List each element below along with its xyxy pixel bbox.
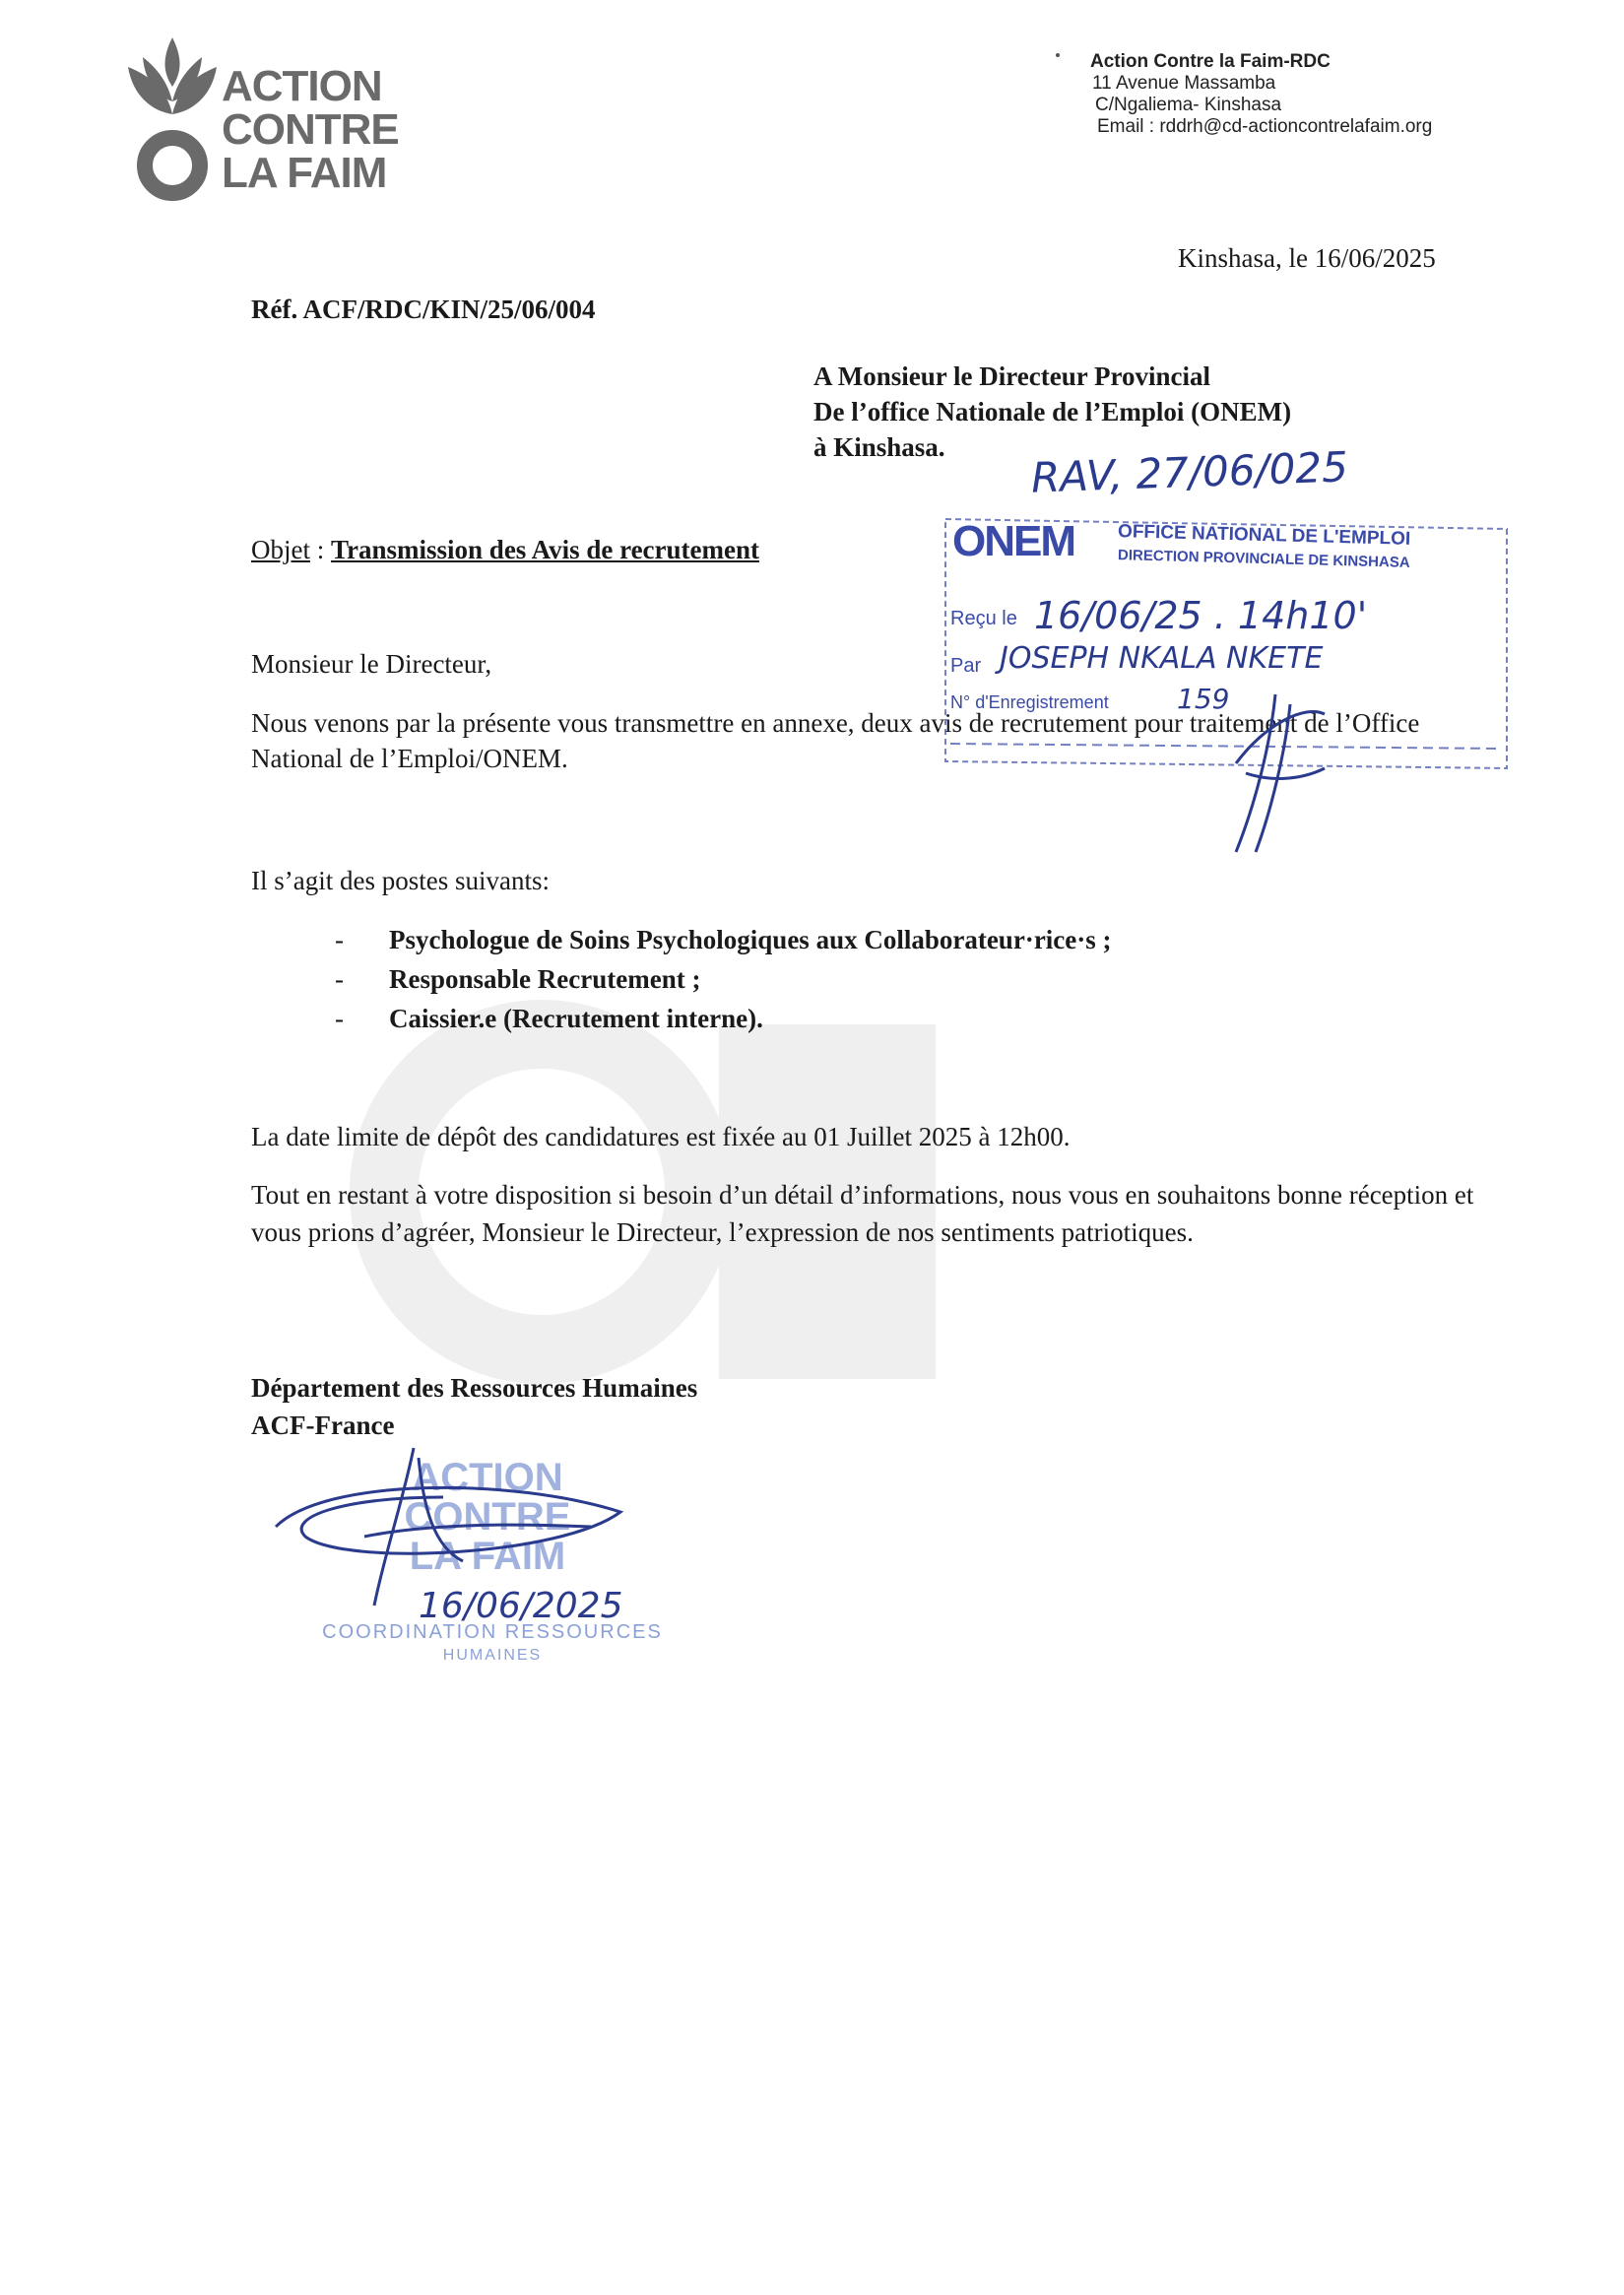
stamp-received-value: 16/06/25 . 14h10' — [1034, 594, 1368, 637]
org-email: Email : rddrh@cd-actioncontrelafaim.org — [1097, 116, 1433, 137]
hr-signature — [266, 1438, 699, 1635]
org-name: Action Contre la Faim-RDC — [1090, 51, 1331, 72]
posts-list — [335, 920, 1112, 1038]
subject-line — [251, 532, 759, 567]
stamp-by-value: JOSEPH NKALA NKETE — [1000, 641, 1324, 676]
salutation: Monsieur le Directeur, — [251, 649, 492, 679]
closing-paragraph: Tout en restant à votre disposition si besoin d’un détail d’informations, nous vous en souhaitons bonne réception et vous prions d’agréer, Monsieur le Directeur, l’expression de nos sentiments patriotiques. — [251, 1180, 1474, 1247]
org-street: 11 Avenue Massamba — [1092, 73, 1276, 94]
place-date: Kinshasa, le 16/06/2025 — [1178, 243, 1436, 273]
subject-text: Transmission des Avis de recrutement — [331, 535, 759, 564]
speck — [1056, 53, 1060, 57]
hr-signature-date: 16/06/2025 — [419, 1586, 623, 1626]
paragraph-posts-intro: Il s’agit des postes suivants: — [251, 866, 550, 895]
header-address — [1090, 51, 1432, 138]
hr-stamp-line5: HUMAINES — [442, 1647, 543, 1664]
stamp-by-label: Par — [950, 655, 982, 677]
stamp-number-label: N° d'Enregistrement — [950, 692, 1109, 712]
stamp-line1: OFFICE NATIONAL DE L'EMPLOI — [1117, 521, 1411, 550]
logo-line3: LA FAIM — [222, 149, 387, 197]
logo-line1: ACTION — [222, 62, 382, 110]
post-item: - Psychologue de Soins Psychologiques aux Collaborateur·rice·s ; — [335, 920, 1112, 959]
stamp-line2: DIRECTION PROVINCIALE DE KINSHASA — [1117, 547, 1410, 571]
stamp-handwritten-top: RAV, 27/06/025 — [1030, 442, 1349, 502]
leaf-icon — [123, 28, 222, 205]
stamp-received-label: Reçu le — [950, 608, 1017, 629]
signature-organization: ACF-France — [251, 1410, 395, 1440]
logo-line2: CONTRE — [222, 105, 399, 154]
subject-separator: : — [310, 535, 332, 564]
subject-label: Objet — [251, 535, 310, 564]
reference: Réf. ACF/RDC/KIN/25/06/004 — [251, 295, 596, 324]
signature-block — [251, 1369, 697, 1444]
paragraph-annex: Nous venons par la présente vous transmettre en annexe, deux avis de recrutement pour traitement de l’Office National de l’Emploi/ONEM. — [251, 708, 1420, 773]
watermark-logo — [295, 749, 985, 1438]
hr-stamp — [266, 1438, 699, 1694]
addressee-line: à Kinshasa. — [813, 432, 945, 462]
acf-logo — [123, 28, 419, 205]
signature-department: Département des Ressources Humaines — [251, 1373, 698, 1403]
onem-reception-stamp — [941, 442, 1517, 862]
post-item: - Responsable Recrutement ; — [335, 959, 1112, 999]
addressee-line: De l’office Nationale de l’Emploi (ONEM) — [813, 397, 1292, 426]
hr-stamp-line1: ACTION — [412, 1456, 563, 1499]
onem-logo: ONEM — [952, 517, 1074, 565]
hr-stamp-line3: LA FAIM — [409, 1535, 566, 1578]
stamp-signature — [1216, 685, 1334, 862]
addressee-line: A Monsieur le Directeur Provincial — [813, 361, 1210, 391]
hr-stamp-line2: CONTRE — [404, 1495, 571, 1539]
stamp-number-value: 159 — [1177, 683, 1230, 715]
org-district: C/Ngaliema- Kinshasa — [1095, 95, 1282, 115]
post-item: - Caissier.e (Recrutement interne). — [335, 999, 1112, 1038]
hr-stamp-line4: COORDINATION RESSOURCES — [322, 1621, 663, 1643]
deadline: La date limite de dépôt des candidatures est fixée au 01 Juillet 2025 à 12h00. — [251, 1122, 1071, 1151]
